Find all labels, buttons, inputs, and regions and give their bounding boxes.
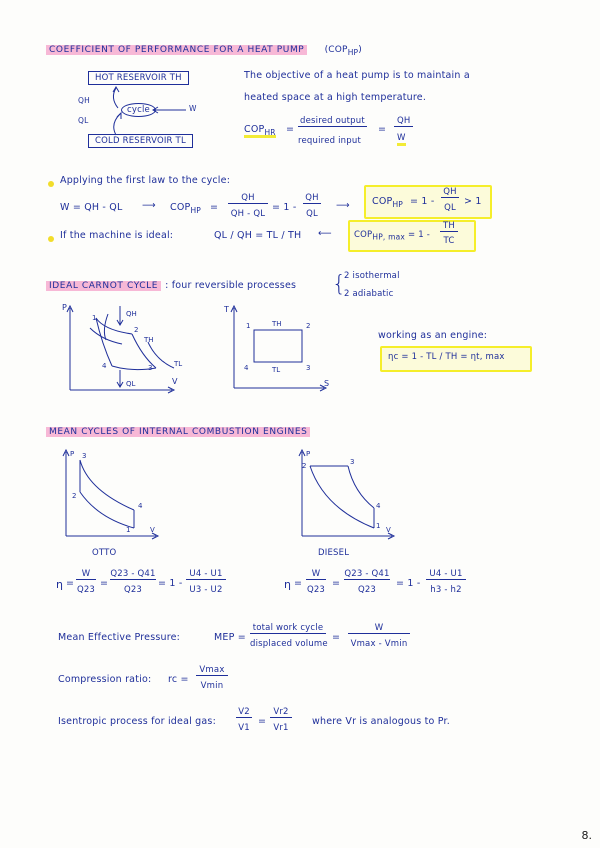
- isentropic-den1: V1: [238, 723, 250, 733]
- pv-ql: QL: [126, 380, 136, 388]
- cop-eq-2: =: [378, 124, 387, 135]
- diesel-f2-den: Q23: [357, 585, 377, 595]
- diesel-label: DIESEL: [318, 548, 350, 558]
- mep-label: Mean Effective Pressure:: [58, 632, 181, 643]
- brace-glyph: {: [332, 272, 347, 297]
- otto-f1-den: Q23: [76, 585, 96, 595]
- ts-tl: TL: [272, 366, 281, 374]
- diesel-n1: 1: [376, 522, 381, 530]
- pv-p-axis: P: [62, 303, 67, 312]
- otto-f3-num: U4 - U1: [186, 569, 226, 580]
- title-tag: $(COP_{HP})$: [324, 45, 362, 57]
- ts-n2: 2: [306, 322, 311, 330]
- mep-lhs: MEP =: [214, 632, 246, 643]
- work-expression: W = QH - QL: [60, 202, 123, 213]
- pv-tl: TL: [174, 360, 183, 368]
- qh-label: QH: [78, 96, 90, 105]
- diesel-eq3: = 1 -: [396, 578, 421, 589]
- otto-n1: 1: [126, 526, 131, 534]
- ts-th: TH: [272, 320, 282, 328]
- page-number: 8.: [581, 829, 592, 842]
- diesel-eta: η: [284, 578, 292, 591]
- cop-denominator-2: W: [397, 133, 406, 143]
- compression-num: Vmax: [196, 665, 228, 676]
- isentropic-note: where Vr is analogous to Pr.: [312, 716, 450, 727]
- eq-one-minus: = 1 -: [272, 202, 297, 213]
- box1-end: > 1: [464, 196, 482, 207]
- isentropic-den2: Vr1: [273, 723, 289, 733]
- box1-rhs: = 1 -: [410, 196, 435, 207]
- diesel-pv-diagram: [294, 448, 404, 548]
- objective-line-2: heated space at a high temperature.: [244, 92, 427, 103]
- box2-cop: $COP_{HP, max}$: [354, 230, 406, 242]
- otto-p: P: [70, 450, 75, 458]
- mep-num2: W: [348, 623, 410, 634]
- box1-numerator: QH: [441, 187, 459, 198]
- diesel-f2-num: Q23 - Q41: [344, 569, 390, 579]
- diesel-eq1: =: [294, 578, 303, 589]
- section-title-cop-hp: [46, 44, 362, 57]
- diesel-f1-den: Q23: [306, 585, 326, 595]
- otto-f2-num: Q23 - Q41: [110, 569, 156, 579]
- ts-s-axis: S: [324, 379, 330, 388]
- box1-denominator: QL: [444, 203, 456, 213]
- cop-denominator: required input: [298, 136, 361, 146]
- compression-lhs: rc =: [168, 674, 189, 685]
- diesel-n2: 2: [302, 462, 307, 470]
- cop-eq-1: =: [286, 124, 295, 135]
- carnot-pv-diagram: [62, 304, 192, 394]
- ts-n4: 4: [244, 364, 249, 372]
- engine-note: working as an engine:: [378, 330, 488, 341]
- brace-isothermal: 2 isothermal: [344, 271, 400, 281]
- cop-hp-eq: =: [210, 202, 219, 213]
- frac2-numerator: QH: [303, 193, 321, 204]
- section-title-highlight: COEFFICIENT OF PERFORMANCE FOR A HEAT PUMP: [46, 45, 307, 55]
- otto-pv-diagram: [58, 448, 168, 548]
- mep-den: displaced volume: [250, 639, 328, 649]
- diesel-f3-num: U4 - U1: [426, 569, 466, 580]
- diesel-f3-den: h3 - h2: [430, 585, 462, 595]
- cold-reservoir-box: COLD RESERVOIR TL: [88, 134, 193, 148]
- objective-line-1: The objective of a heat pump is to maintain a: [244, 70, 470, 81]
- mep-num: total work cycle: [250, 623, 326, 634]
- ideal-machine-text: If the machine is ideal:: [60, 230, 174, 241]
- compression-label: Compression ratio:: [58, 674, 152, 685]
- arrow-left-icon: ⟵: [318, 228, 332, 239]
- frac1-numerator: QH: [228, 193, 268, 204]
- pv-th: TH: [144, 336, 154, 344]
- cop-hr-symbol: $COP_{HR}$: [244, 124, 276, 137]
- otto-f3-den: U3 - U2: [189, 585, 223, 595]
- carnot-efficiency: ηc = 1 - TL / TH = ηt, max: [388, 352, 505, 362]
- arrow-right-icon-2: ⟶: [336, 200, 350, 211]
- diesel-n3: 3: [350, 458, 355, 466]
- first-law-intro: Applying the first law to the cycle:: [60, 175, 231, 186]
- w-label: W: [189, 104, 197, 113]
- pv-n4: 4: [102, 362, 107, 370]
- otto-n4: 4: [138, 502, 143, 510]
- cop-hp-label: $COP_{HP}$: [170, 202, 202, 215]
- ice-title: MEAN CYCLES OF INTERNAL COMBUSTION ENGINES: [46, 426, 310, 437]
- isentropic-eq: =: [258, 716, 267, 727]
- diesel-n4: 4: [376, 502, 381, 510]
- carnot-ts-diagram: [224, 304, 334, 394]
- cycle-circle: cycle: [121, 103, 156, 117]
- otto-eq2: =: [100, 578, 109, 589]
- pv-n1: 1: [92, 314, 97, 322]
- mep-eq: =: [332, 632, 341, 643]
- otto-eq3: = 1 -: [158, 578, 183, 589]
- box2-denominator: TC: [443, 236, 455, 246]
- cop-numerator-2: QH: [394, 116, 413, 127]
- otto-f1-num: W: [76, 569, 96, 580]
- frac1-denominator: QH - QL: [230, 209, 266, 219]
- isentropic-num1: V2: [236, 707, 252, 718]
- pv-qh: QH: [126, 310, 137, 318]
- pv-n2: 2: [134, 326, 139, 334]
- ql-label: QL: [78, 116, 89, 125]
- carnot-title: IDEAL CARNOT CYCLE : four reversible processes: [46, 280, 296, 291]
- otto-n3: 3: [82, 452, 87, 460]
- ideal-ratio-expr: QL / QH = TL / TH: [214, 230, 302, 241]
- diesel-p: P: [306, 450, 311, 458]
- cop-hr-definition: [244, 124, 276, 137]
- arrow-right-icon: ⟶: [142, 200, 156, 211]
- box2-numerator: TH: [440, 221, 458, 232]
- otto-n2: 2: [72, 492, 77, 500]
- otto-label: OTTO: [92, 548, 117, 558]
- otto-eq1: =: [66, 578, 75, 589]
- diesel-v: V: [386, 526, 391, 534]
- otto-eta: η: [56, 578, 64, 591]
- ts-t-axis: T: [224, 305, 229, 314]
- otto-v: V: [150, 526, 155, 534]
- compression-den: Vmin: [200, 681, 224, 691]
- pv-n3: 3: [148, 364, 153, 372]
- otto-f2-den: Q23: [123, 585, 143, 595]
- mep-den2: Vmax - Vmin: [350, 639, 408, 649]
- hot-reservoir-box: HOT RESERVOIR TH: [88, 71, 189, 85]
- cop-numerator: desired output: [300, 116, 365, 126]
- isentropic-num2: Vr2: [270, 707, 292, 718]
- frac2-denominator: QL: [306, 209, 318, 219]
- box2-rhs: = 1 -: [408, 230, 431, 240]
- pv-v-axis: V: [172, 377, 178, 386]
- box1-cop: $COP_{HP}$: [372, 196, 404, 209]
- brace-adiabatic: 2 adiabatic: [344, 289, 394, 299]
- ts-n1: 1: [246, 322, 251, 330]
- ts-n3: 3: [306, 364, 311, 372]
- bullet-icon: [48, 181, 54, 187]
- diesel-eq2: =: [332, 578, 341, 589]
- isentropic-label: Isentropic process for ideal gas:: [58, 716, 216, 727]
- diesel-f1-num: W: [306, 569, 326, 580]
- bullet-icon: [48, 236, 54, 242]
